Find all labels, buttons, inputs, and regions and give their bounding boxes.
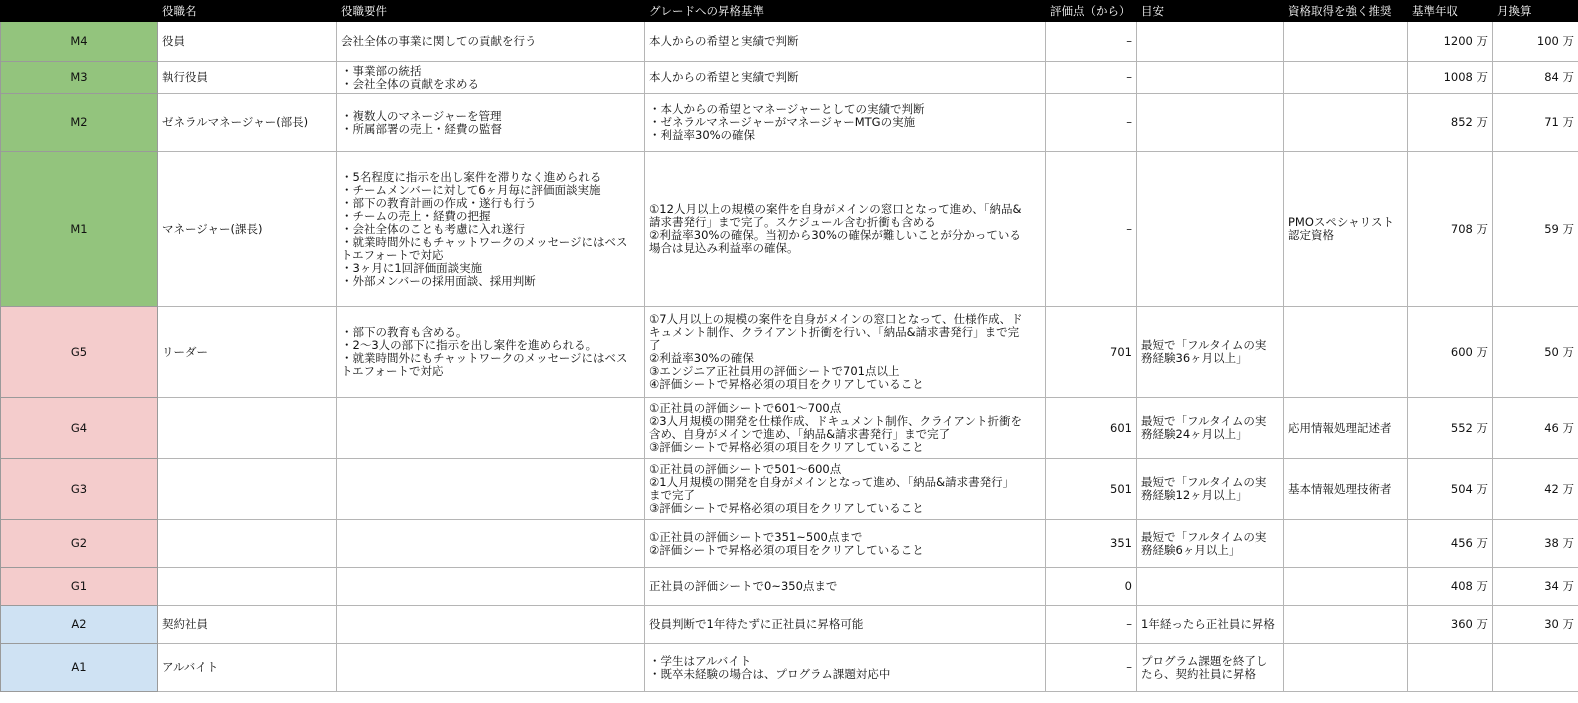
monthly-cell: 50 万 <box>1493 307 1578 398</box>
salary-cell: 456 万 <box>1408 520 1493 568</box>
points-cell: 351 <box>1046 520 1137 568</box>
table-row <box>1 307 1578 398</box>
requirement-line: ・会社全体の貢献を求める <box>341 76 479 91</box>
header-row <box>1 1 1578 22</box>
salary-cell: 1200 万 <box>1408 22 1493 62</box>
points-cell: 0 <box>1046 568 1137 606</box>
guide-cell <box>1137 459 1284 520</box>
grade-cell: A2 <box>1 606 158 644</box>
criteria-cell <box>645 152 1046 307</box>
criteria-line: ①正社員の評価シートで601～700点 <box>649 401 842 415</box>
salary-cell <box>1408 644 1493 692</box>
criteria-cell <box>645 459 1046 520</box>
points-cell: – <box>1046 606 1137 644</box>
requirements-cell <box>337 644 645 692</box>
grade-cell: G4 <box>1 398 158 459</box>
header-criteria: グレードへの昇格基準 <box>645 1 1046 22</box>
guide-line: 最短で「フルタイムの実 <box>1141 529 1267 544</box>
requirements-cell <box>337 520 645 568</box>
title-cell: ゼネラルマネージャー(部長) <box>158 94 337 152</box>
salary-cell: 552 万 <box>1408 398 1493 459</box>
requirements-cell <box>337 307 645 398</box>
certification-cell <box>1284 22 1408 62</box>
criteria-line: ③評価シートで昇格必須の項目をクリアしていること <box>649 440 924 454</box>
guide-line: プログラム課題を終了し <box>1141 653 1268 668</box>
table-body <box>1 22 1578 692</box>
requirement-line: ・複数人のマネージャーを管理 <box>341 108 502 123</box>
certification-cell <box>1284 398 1408 459</box>
guide-line: 務経験12ヶ月以上」 <box>1141 488 1248 502</box>
table-row <box>1 62 1578 94</box>
title-cell: 執行役員 <box>158 62 337 94</box>
points-cell: – <box>1046 152 1137 307</box>
guide-line: 務経験6ヶ月以上」 <box>1141 542 1241 557</box>
certification-cell <box>1284 152 1408 307</box>
table-row <box>1 22 1578 62</box>
certification-cell <box>1284 62 1408 94</box>
criteria-line: ②評価シートで昇格必須の項目をクリアしていること <box>649 542 924 557</box>
title-cell: 役員 <box>158 22 337 62</box>
grade-cell: M1 <box>1 152 158 307</box>
points-cell: 501 <box>1046 459 1137 520</box>
title-cell: 契約社員 <box>158 606 337 644</box>
header-salary: 基準年収 <box>1408 1 1493 22</box>
criteria-line: ①7人月以上の規模の案件を自身がメインの窓口となって、仕様作成、ド <box>649 312 1023 326</box>
requirements-cell <box>337 152 645 307</box>
monthly-cell: 30 万 <box>1493 606 1578 644</box>
grade-cell: G2 <box>1 520 158 568</box>
title-cell <box>158 398 337 459</box>
certification-cell <box>1284 520 1408 568</box>
guide-cell <box>1137 606 1284 644</box>
grade-cell: M2 <box>1 94 158 152</box>
salary-cell: 708 万 <box>1408 152 1493 307</box>
requirement-line: ・3ヶ月に1回評価面談実施 <box>341 260 483 275</box>
guide-line: 最短で「フルタイムの実 <box>1141 475 1267 489</box>
criteria-line: ④評価シートで昇格必須の項目をクリアしていること <box>649 377 924 391</box>
guide-line: 務経験24ヶ月以上」 <box>1141 427 1248 441</box>
criteria-line: ・利益率30%の確保 <box>649 128 756 142</box>
salary-cell: 360 万 <box>1408 606 1493 644</box>
certification-cell <box>1284 644 1408 692</box>
requirement-line: ・2～3人の部下に指示を出し案件を進められる。 <box>341 338 598 352</box>
criteria-cell <box>645 307 1046 398</box>
monthly-cell <box>1493 644 1578 692</box>
header-guide: 目安 <box>1137 1 1284 22</box>
title-cell: マネージャー(課長) <box>158 152 337 307</box>
guide-line: 1年経ったら正社員に昇格 <box>1141 617 1275 631</box>
guide-cell <box>1137 398 1284 459</box>
monthly-cell: 59 万 <box>1493 152 1578 307</box>
points-cell: – <box>1046 644 1137 692</box>
guide-cell <box>1137 62 1284 94</box>
criteria-line: ③評価シートで昇格必須の項目をクリアしていること <box>649 501 924 515</box>
table-row <box>1 644 1578 692</box>
points-cell: – <box>1046 94 1137 152</box>
requirement-line: ・就業時間外にもチャットワークのメッセージにはベス <box>341 234 628 249</box>
criteria-line: ③エンジニア正社員用の評価シートで701点以上 <box>649 364 900 378</box>
requirements-cell <box>337 62 645 94</box>
salary-cell: 408 万 <box>1408 568 1493 606</box>
criteria-line: ・本人からの希望とマネージャーとしての実績で判断 <box>649 102 925 116</box>
table-row <box>1 398 1578 459</box>
criteria-line: 本人からの希望と実績で判断 <box>649 34 799 48</box>
criteria-line: 場合は見込み利益率の確保。 <box>649 241 799 255</box>
criteria-line: キュメント制作、クライアント折衝を行い、「納品&請求書発行」まで完 <box>649 325 1020 339</box>
requirement-line: トエフォートで対応 <box>341 364 444 378</box>
criteria-line: ②3人月規模の開発を仕様作成、ドキュメント制作、クライアント折衝を <box>649 414 1022 428</box>
certification-line: PMOスペシャリスト <box>1288 215 1394 229</box>
requirement-line: 会社全体の事業に関しての貢献を行う <box>341 34 537 48</box>
criteria-cell <box>645 644 1046 692</box>
criteria-line: 了 <box>649 338 661 352</box>
points-cell: – <box>1046 22 1137 62</box>
criteria-cell <box>645 94 1046 152</box>
requirements-cell <box>337 606 645 644</box>
table-row <box>1 520 1578 568</box>
grade-cell: G3 <box>1 459 158 520</box>
table-row <box>1 152 1578 307</box>
table-row <box>1 568 1578 606</box>
salary-cell: 600 万 <box>1408 307 1493 398</box>
guide-line: 最短で「フルタイムの実 <box>1141 338 1267 352</box>
criteria-line: ・学生はアルバイト <box>649 653 752 668</box>
requirement-line: ・会社全体のことも考慮に入れ遂行 <box>341 221 525 236</box>
table-row <box>1 94 1578 152</box>
guide-line: たら、契約社員に昇格 <box>1141 666 1256 681</box>
certification-cell <box>1284 606 1408 644</box>
guide-cell <box>1137 520 1284 568</box>
salary-cell: 1008 万 <box>1408 62 1493 94</box>
requirements-cell <box>337 568 645 606</box>
criteria-line: 役員判断で1年待たずに正社員に昇格可能 <box>649 617 864 631</box>
criteria-line: ・ゼネラルマネージャーがマネージャーMTGの実施 <box>649 115 916 129</box>
monthly-cell: 38 万 <box>1493 520 1578 568</box>
criteria-line: まで完了 <box>649 488 695 502</box>
criteria-cell <box>645 398 1046 459</box>
requirement-line: ・5名程度に指示を出し案件を滞りなく進められる <box>341 169 602 184</box>
title-cell <box>158 568 337 606</box>
grade-cell: A1 <box>1 644 158 692</box>
certification-cell <box>1284 307 1408 398</box>
requirement-line: ・チームメンバーに対して6ヶ月毎に評価面談実施 <box>341 182 601 197</box>
criteria-line: ②1人月規模の開発を自身がメインとなって進め、「納品&請求書発行」 <box>649 475 1015 489</box>
criteria-line: 正社員の評価シートで0~350点まで <box>649 579 838 593</box>
certification-line: 応用情報処理記述者 <box>1288 420 1392 435</box>
criteria-cell <box>645 568 1046 606</box>
title-cell <box>158 520 337 568</box>
header-monthly: 月換算 <box>1493 1 1578 22</box>
criteria-line: ②利益率30%の確保。当初から30%の確保が難しいことが分かっている <box>649 228 1021 242</box>
criteria-line: ・既卒未経験の場合は、プログラム課題対応中 <box>649 666 891 681</box>
monthly-cell: 46 万 <box>1493 398 1578 459</box>
requirement-line: ・部下の教育も含める。 <box>341 325 468 339</box>
guide-line: 務経験36ヶ月以上」 <box>1141 351 1248 365</box>
points-cell: – <box>1046 62 1137 94</box>
title-cell: アルバイト <box>158 644 337 692</box>
criteria-line: 含め、自身がメインで進め、「納品&請求書発行」まで完了 <box>649 427 951 441</box>
criteria-line: ①12人月以上の規模の案件を自身がメインの窓口となって進め、「納品& <box>649 202 1022 216</box>
certification-cell <box>1284 568 1408 606</box>
certification-line: 基本情報処理技術者 <box>1288 481 1392 496</box>
requirement-line: ・外部メンバーの採用面談、採用判断 <box>341 273 536 288</box>
criteria-cell <box>645 62 1046 94</box>
certification-cell <box>1284 94 1408 152</box>
monthly-cell: 34 万 <box>1493 568 1578 606</box>
guide-cell <box>1137 152 1284 307</box>
requirement-line: ・部下の教育計画の作成・遂行も行う <box>341 195 537 210</box>
criteria-cell <box>645 606 1046 644</box>
grade-cell: M3 <box>1 62 158 94</box>
header-certification: 資格取得を強く推奨 <box>1284 1 1408 22</box>
criteria-cell <box>645 22 1046 62</box>
requirement-line: トエフォートで対応 <box>341 247 444 262</box>
salary-cell: 852 万 <box>1408 94 1493 152</box>
title-cell <box>158 459 337 520</box>
guide-cell <box>1137 94 1284 152</box>
requirement-line: ・チームの売上・経費の把握 <box>341 208 491 223</box>
requirements-cell <box>337 22 645 62</box>
criteria-line: ②利益率30%の確保 <box>649 351 754 365</box>
requirement-line: ・事業部の統括 <box>341 63 422 78</box>
points-cell: 601 <box>1046 398 1137 459</box>
requirement-line: ・就業時間外にもチャットワークのメッセージにはベス <box>341 351 628 365</box>
monthly-cell: 100 万 <box>1493 22 1578 62</box>
requirements-cell <box>337 459 645 520</box>
guide-line: 最短で「フルタイムの実 <box>1141 414 1267 428</box>
points-cell: 701 <box>1046 307 1137 398</box>
guide-cell <box>1137 644 1284 692</box>
guide-cell <box>1137 568 1284 606</box>
requirements-cell <box>337 94 645 152</box>
grade-cell: G5 <box>1 307 158 398</box>
monthly-cell: 84 万 <box>1493 62 1578 94</box>
header-grade <box>1 1 158 22</box>
header-points: 評価点（から） <box>1046 1 1137 22</box>
criteria-line: 請求書発行」まで完了。スケジュール含む折衝も含める <box>649 215 936 229</box>
grade-cell: M4 <box>1 22 158 62</box>
guide-cell <box>1137 22 1284 62</box>
guide-cell <box>1137 307 1284 398</box>
salary-cell: 504 万 <box>1408 459 1493 520</box>
criteria-line: ①正社員の評価シートで501～600点 <box>649 462 842 476</box>
criteria-line: ①正社員の評価シートで351~500点まで <box>649 529 863 544</box>
criteria-cell <box>645 520 1046 568</box>
table-row <box>1 459 1578 520</box>
grade-cell: G1 <box>1 568 158 606</box>
certification-line: 認定資格 <box>1288 228 1334 242</box>
title-cell: リーダー <box>158 307 337 398</box>
header-requirements: 役職要件 <box>337 1 645 22</box>
table-row <box>1 606 1578 644</box>
monthly-cell: 42 万 <box>1493 459 1578 520</box>
requirement-line: ・所属部署の売上・経費の監督 <box>341 121 502 136</box>
requirements-cell <box>337 398 645 459</box>
certification-cell <box>1284 459 1408 520</box>
header-title: 役職名 <box>158 1 337 22</box>
criteria-line: 本人からの希望と実績で判断 <box>649 70 799 84</box>
monthly-cell: 71 万 <box>1493 94 1578 152</box>
